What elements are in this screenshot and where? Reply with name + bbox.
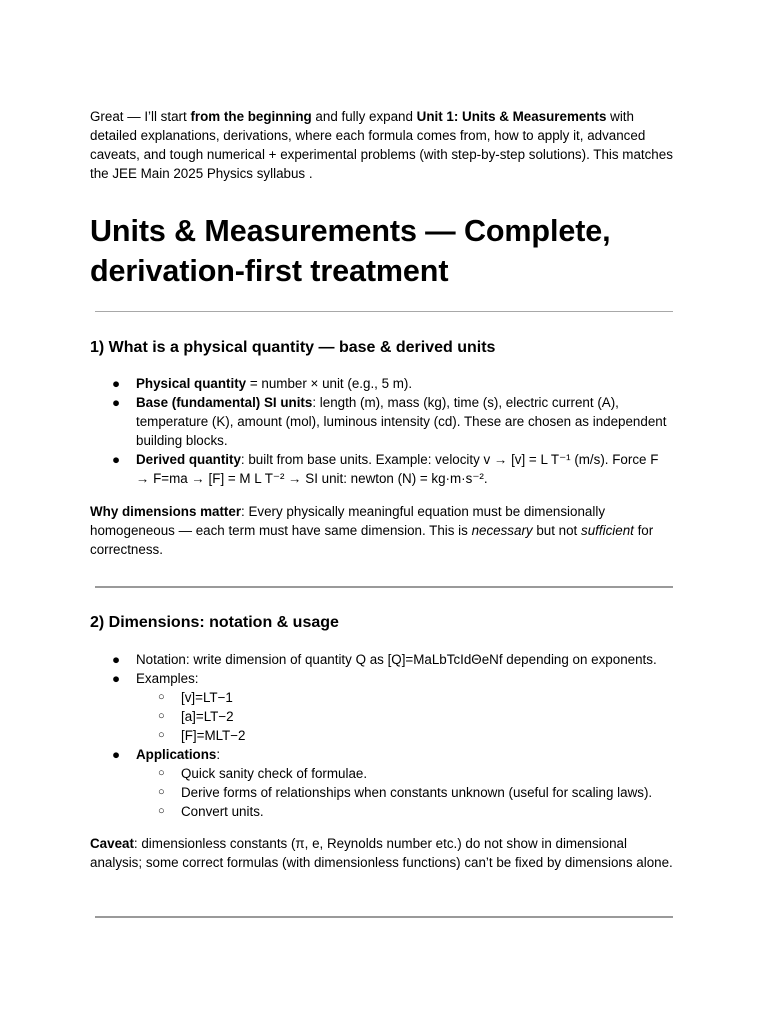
examples-label: Examples: xyxy=(136,671,199,686)
intro-text: and fully expand xyxy=(311,109,417,124)
why-text: : Every physically meaningful equation must be dimensionally homogeneous — each term must have same dimension. This is xyxy=(90,504,606,538)
examples-sublist xyxy=(136,688,690,745)
section-1-heading: 1) What is a physical quantity — base & derived units xyxy=(90,339,496,356)
why-label: Why dimensions matter xyxy=(90,504,242,519)
section-2-list xyxy=(90,650,690,821)
example-text: [F]=MLT−2 xyxy=(181,728,246,743)
application-text: Convert units. xyxy=(181,804,264,819)
list-item xyxy=(90,393,675,450)
sublist-item xyxy=(136,764,690,783)
applications-colon: : xyxy=(216,747,221,762)
bullet-glyph: ● xyxy=(112,671,121,686)
list-item xyxy=(90,669,690,745)
list-item-label: Derived quantity xyxy=(136,452,241,467)
list-item-text: = number × unit (e.g., 5 m). xyxy=(246,376,413,391)
applications-sublist xyxy=(136,764,690,821)
application-text: Derive forms of relationships when constants unknown (useful for scaling laws). xyxy=(181,785,653,800)
intro-text: with detailed explanations, derivations, where each formula comes from, how to apply it, advanced caveats, and tough numerical + experimental problems (with step-by-step solutions). This matches the JEE Main 2025 Physics syllabus . xyxy=(90,109,673,181)
divider xyxy=(95,916,673,918)
why-text: but not xyxy=(532,523,582,538)
sub-bullet-glyph: ○ xyxy=(158,767,165,779)
divider xyxy=(95,311,673,312)
list-item-label: Physical quantity xyxy=(136,376,247,391)
sublist-item xyxy=(136,802,690,821)
why-emphasis: sufficient xyxy=(581,523,634,538)
bullet-glyph: ● xyxy=(112,395,121,410)
list-item xyxy=(90,450,675,488)
bullet-glyph: ● xyxy=(112,452,121,467)
caveat-label: Caveat xyxy=(90,836,134,851)
why-dimensions-paragraph xyxy=(90,502,680,559)
sub-bullet-glyph: ○ xyxy=(158,691,165,703)
intro-paragraph xyxy=(90,107,680,183)
sub-bullet-glyph: ○ xyxy=(158,786,165,798)
notation-text: Notation: write dimension of quantity Q as [Q]=MaLbTcIdΘeNf depending on exponents. xyxy=(136,652,657,667)
bullet-glyph: ● xyxy=(112,747,121,762)
divider xyxy=(95,586,673,588)
why-text: for correctness. xyxy=(90,523,654,557)
sub-bullet-glyph: ○ xyxy=(158,805,165,817)
list-item-label: Base (fundamental) SI units xyxy=(136,395,313,410)
section-2-heading: 2) Dimensions: notation & usage xyxy=(90,614,339,631)
intro-bold-phrase: from the beginning xyxy=(190,109,312,124)
application-text: Quick sanity check of formulae. xyxy=(181,766,368,781)
sublist-item xyxy=(136,688,690,707)
list-item-text: : built from base units. Example: velocity v → [v] = L T⁻¹ (m/s). Force F → F=ma → [F] = M L T⁻² → SI unit: newton (N) = kg·m·s⁻². xyxy=(136,452,659,486)
list-item xyxy=(90,374,675,393)
caveat-text: : dimensionless constants (π, e, Reynolds number etc.) do not show in dimensional analysis; some correct formulas (with dimensionless functions) can’t be fixed by dimensions alone. xyxy=(90,836,673,870)
example-text: [a]=LT−2 xyxy=(181,709,234,724)
intro-unit-name: Unit 1: Units & Measurements xyxy=(416,109,607,124)
sublist-item xyxy=(136,707,690,726)
applications-label: Applications xyxy=(136,747,217,762)
intro-text: Great — I’ll start xyxy=(90,109,191,124)
sub-bullet-glyph: ○ xyxy=(158,710,165,722)
sublist-item xyxy=(136,783,690,802)
bullet-glyph: ● xyxy=(112,376,121,391)
section-1-list xyxy=(90,374,675,488)
caveat-paragraph xyxy=(90,834,680,872)
list-item xyxy=(90,745,690,821)
example-text: [v]=LT−1 xyxy=(181,690,233,705)
page-title: Units & Measurements — Complete, derivation-first treatment xyxy=(90,214,611,288)
list-item xyxy=(90,650,690,669)
sub-bullet-glyph: ○ xyxy=(158,729,165,741)
sublist-item xyxy=(136,726,690,745)
why-emphasis: necessary xyxy=(471,523,533,538)
list-item-text: : length (m), mass (kg), time (s), electric current (A), temperature (K), amount (mol), luminous intensity (cd). These are chosen as independent building blocks. xyxy=(136,395,667,448)
bullet-glyph: ● xyxy=(112,652,121,667)
